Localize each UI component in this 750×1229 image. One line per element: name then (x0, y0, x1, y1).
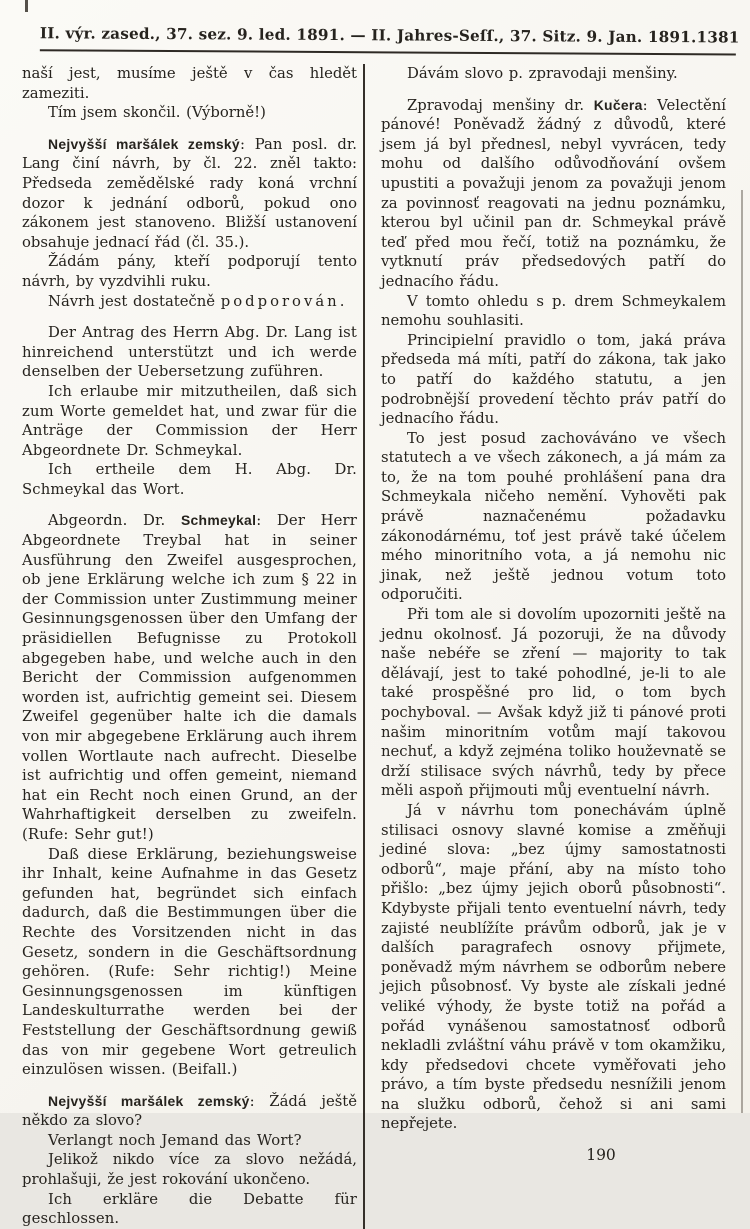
right-column (363, 64, 736, 1229)
paragraph (381, 96, 726, 292)
text-run: : Velectění pánové! Poněvadž žádný z důvodů, které jsem já byl přednesl, nebyl vyvrácen, tedy mohu od dalšího odůvodňování ovšem upustiti a považuji jenom za považuji jenom za povinnosť reagovati na jednu poznámku, kterou byl učinil pan dr. Schmeykal právě teď před mou řečí, totiž na poznámku, že vytknutí práv předsedových patří do jednacího řádu. (381, 96, 726, 290)
text-run: Žádám pány, kteří podporují tento návrh, by vyzdvihli ruku. (22, 253, 357, 290)
footer-page-number: 190 (586, 1146, 616, 1165)
text-run: Tím jsem skončil. (Výborně!) (48, 104, 266, 122)
text-run: Zpravodaj menšiny dr. (407, 96, 594, 114)
left-column-paragraphs (22, 64, 357, 1229)
paragraph (22, 845, 357, 1080)
paragraph (381, 292, 726, 331)
page-edge-line (741, 190, 743, 1113)
header-page-number: 1381 (696, 28, 740, 47)
right-column-paragraphs (381, 64, 726, 1134)
paragraph (22, 135, 357, 253)
text-run: : Žádá ještě někdo za slovo? (22, 1092, 357, 1130)
header-rule (39, 24, 740, 55)
speaker-name: Kučera (593, 96, 643, 113)
header-session-title: II. výr. zased., 37. sez. 9. led. 1891. — II. Jahres-Seſſ., 37. Sitz. 9. Jan. 1891. (39, 24, 697, 47)
page-header (0, 0, 750, 56)
paragraph (22, 252, 357, 291)
text-run: V tomto ohledu s p. drem Schmeykalem nemohu souhlasiti. (381, 292, 726, 330)
paragraph (381, 331, 726, 429)
text-run: Návrh jest dostatečně (48, 292, 221, 310)
paragraph (22, 1190, 357, 1229)
text-run: Ich erlaube mir mitzutheilen, daß sich zum Worte gemeldet hat, und zwar für die Anträge der Commission der Herr Abgeordnete Dr. Schmeykal. (22, 382, 357, 459)
paragraph (22, 460, 357, 499)
paragraph (381, 64, 726, 84)
speaker-name: Nejvyšší maršálek zemský (48, 1092, 250, 1109)
text-run: Ich ertheile dem H. Abg. Dr. Schmeykal das Wort. (22, 461, 357, 498)
text-columns (0, 64, 750, 1229)
text-run: . (339, 292, 345, 310)
text-run: Daß diese Erklärung, beziehungsweise ihr Inhalt, keine Aufnahme in das Gesetz gefunden hat, begründet sich einfach dadurch, daß die Bestimmungen über die Rechte des Vorsitzenden nicht in das Gesetz, sondern in die Geschäftsordnung gehören. (Rufe: Sehr richtig!) Meine Gesinnungsgenossen im künftigen Landeskulturrathe werden bei der Feststellung der Geschäftsordnung gewiß das von mir gegebene Wort getreulich einzulösen wissen. (Beifall.) (22, 845, 357, 1079)
paragraph (381, 801, 726, 1134)
paragraph (22, 292, 357, 312)
text-run: To jest posud zachováváno ve všech statutech a ve všech zákonech, a já mám za to, že na tom pouhé prohlášení pana dra Schmeykala ničeho nemění. Vyhověti pak právě naznačenému požadavku zákonodárnému, toť jest právě také účelem mého minoritního vota, a já nemohu nic jinak, než ještě jednou votum toto odporučiti. (381, 429, 726, 604)
paragraph (22, 382, 357, 460)
paragraph (22, 323, 357, 382)
text-run: Der Antrag des Herrn Abg. Dr. Lang ist hinreichend unterstützt und ich werde denselben der Uebersetzung zuführen. (22, 324, 357, 381)
text-run: Jelikož nikdo více za slovo nežádá, prohlašuji, že jest rokování ukončeno. (22, 1151, 357, 1189)
speaker-name: Schmeykal (180, 512, 257, 529)
text-run: Abgeordn. Dr. (48, 512, 181, 530)
paragraph (381, 605, 726, 801)
speaker-name: Nejvyšší maršálek zemský (48, 135, 240, 152)
paragraph (22, 64, 357, 103)
paragraph (381, 429, 726, 605)
text-run: Dávám slovo p. zpravodaji menšiny. (407, 65, 678, 82)
paragraph (22, 511, 357, 844)
paragraph (22, 1150, 357, 1189)
left-column (0, 64, 363, 1229)
paragraph (22, 1092, 357, 1131)
paragraph (22, 1131, 357, 1151)
text-run: Ich erkläre die Debatte für geschlossen. (22, 1190, 357, 1228)
text-run: : Der Herr Abgeordnete Treybal hat in seiner Ausführung den Zweifel ausgesprochen, ob jene Erklärung welche ich zum § 22 in der Commission unter Zustimmung meiner Gesinnungsgenossen über den Umfang der präsidiellen Befugnisse zu Protokoll abgegeben habe, und welche auch in den Bericht der Commission aufgenommen worden ist, aufrichtig gemeint sei. Diesem Zweifel gegenüber halte ich die damals von mir abgegebene Erklärung auch ihrem vollen Wortlaute nach aufrecht. Dieselbe ist aufrichtig und offen gemeint, niemand hat ein Recht noch einen Grund, an der Wahrhaftigkeit derselben zu zweifeln. (Rufe: Sehr gut!) (22, 512, 357, 843)
text-run: naší jest, musíme ještě v čas hledět zameziti. (22, 65, 357, 102)
text-run: Já v návrhu tom ponechávám úplně stilisaci osnovy slavné komise a změňuji jediné slova: „bez újmy samostatnosti odborů“, maje přání, aby na místo toho přišlo: „bez újmy jejich oborů působnosti“. Kdybyste přijali tento eventuelní návrh, tedy zajisté neublížíte právům odborů, jak je v dalších paragrafech osnovy přijmete, poněvadž mým návrhem se odborům nebere jejich působnosť. Vy byste ale získali jedné veliké výhody, že byste totiž na pořád a pořád vynášenou samostatnosť odborů nekladli zvláštní váhu právě v tom okamžiku, kdy předsedovi chcete vyměřovati jeho právo, a tím byste předsedu nesnížili jenom na služku odborů, čehož si ani sami nepřejete. (381, 801, 726, 1133)
text-run: Verlangt noch Jemand das Wort? (48, 1131, 302, 1149)
text-run: podporován (220, 292, 340, 310)
text-run: Při tom ale si dovolím upozorniti ještě na jednu okolnosť. Já pozoruji, že na důvody naše nebéře se zření — majority to tak dělávají, jest to také pohodlné, je-li to ale také prospěšné pro lid, o tom bych pochyboval. — Avšak když již ti pánové proti našim minoritním votům mají takovou nechuť, a když zejména toliko houževnatě se drží stilisace svých návrhů, tedy by přece měli aspoň přijmouti můj eventuelní návrh. (381, 606, 726, 800)
text-run: : Pan posl. dr. Lang činí návrh, by čl. 22. zněl takto: Předseda zemědělské rady koná vrchní dozor k jednání odborů, pokud ono zákonem jest stanoveno. Bližší ustanovení obsahuje jednací řád (čl. 35.). (22, 135, 357, 251)
text-run: Principielní pravidlo o tom, jaká práva předseda má míti, patří do zákona, tak jako to patří do každého statutu, a jen podrobnější provedení těchto práv patří do jednacího řádu. (381, 331, 726, 428)
paragraph (22, 103, 357, 123)
